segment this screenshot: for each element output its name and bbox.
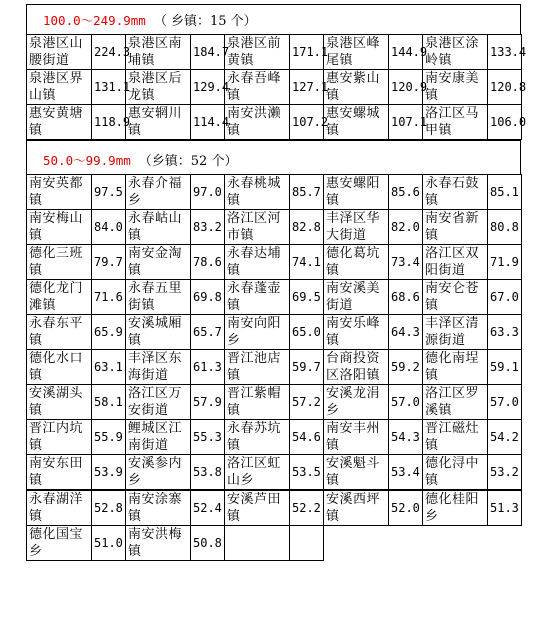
town-name: 丰泽区华大街道 bbox=[324, 210, 389, 245]
town-name: 晋江紫帽镇 bbox=[225, 385, 290, 420]
town-name: 安溪参内乡 bbox=[126, 455, 191, 491]
town-name: 德化龙门滩镇 bbox=[27, 280, 92, 315]
town-name: 南安乐峰镇 bbox=[324, 315, 389, 350]
town-name: 南安英都镇 bbox=[27, 175, 92, 210]
town-name: 德化水口镇 bbox=[27, 350, 92, 385]
town-name: 南安东田镇 bbox=[27, 455, 92, 491]
town-name: 永春苏坑镇 bbox=[225, 420, 290, 455]
rainfall-value: 97.5 bbox=[92, 175, 126, 210]
section1-header bbox=[26, 4, 521, 34]
rainfall-value: 57.2 bbox=[290, 385, 324, 420]
section2-header bbox=[26, 140, 521, 174]
rainfall-value: 65.0 bbox=[290, 315, 324, 350]
rainfall-value: 184.7 bbox=[191, 35, 225, 70]
rainfall-value: 54.2 bbox=[488, 420, 522, 455]
town-name: 泉港区后龙镇 bbox=[126, 70, 191, 105]
town-name: 南安康美镇 bbox=[423, 70, 488, 105]
town-name: 丰泽区清源街道 bbox=[423, 315, 488, 350]
blank-cell bbox=[389, 526, 423, 561]
rainfall-value: 83.2 bbox=[191, 210, 225, 245]
rainfall-value: 133.4 bbox=[488, 35, 522, 70]
rainfall-value: 51.0 bbox=[92, 526, 126, 561]
rainfall-value: 59.7 bbox=[290, 350, 324, 385]
rainfall-value: 171.1 bbox=[290, 35, 324, 70]
blank-cell bbox=[324, 526, 389, 561]
rainfall-value: 57.0 bbox=[488, 385, 522, 420]
rainfall-value: 71.9 bbox=[488, 245, 522, 280]
rainfall-value: 65.9 bbox=[92, 315, 126, 350]
town-name: 永春介福乡 bbox=[126, 175, 191, 210]
rainfall-value: 84.0 bbox=[92, 210, 126, 245]
town-name: 惠安黄塘镇 bbox=[27, 105, 92, 140]
town-name: 鲤城区江南街道 bbox=[126, 420, 191, 455]
town-name: 丰泽区东海街道 bbox=[126, 350, 191, 385]
section2-range: 50.0～99.9mm bbox=[43, 153, 131, 168]
town-name: 洛江区双阳街道 bbox=[423, 245, 488, 280]
rainfall-value: 54.3 bbox=[389, 420, 423, 455]
rainfall-value: 52.8 bbox=[92, 490, 126, 526]
town-name: 南安洪濑镇 bbox=[225, 105, 290, 140]
section2-count: （乡镇：52 个） bbox=[138, 154, 238, 169]
town-name: 德化国宝乡 bbox=[27, 526, 92, 561]
rainfall-value: 58.1 bbox=[92, 385, 126, 420]
rainfall-value: 107.1 bbox=[389, 105, 423, 140]
town-name: 安溪城厢镇 bbox=[126, 315, 191, 350]
table-row bbox=[27, 315, 522, 350]
rainfall-value: 114.4 bbox=[191, 105, 225, 140]
town-name: 泉港区峰尾镇 bbox=[324, 35, 389, 70]
town-name: 泉港区涂岭镇 bbox=[423, 35, 488, 70]
rainfall-value: 53.9 bbox=[92, 455, 126, 491]
section1-count: （ 乡镇：15 个） bbox=[153, 14, 257, 29]
rainfall-value: 74.1 bbox=[290, 245, 324, 280]
rainfall-value: 118.9 bbox=[92, 105, 126, 140]
rainfall-value: 144.9 bbox=[389, 35, 423, 70]
town-name: 洛江区万安街道 bbox=[126, 385, 191, 420]
empty-cell bbox=[290, 526, 324, 561]
rainfall-value: 80.8 bbox=[488, 210, 522, 245]
town-name: 台商投资区洛阳镇 bbox=[324, 350, 389, 385]
town-name: 南安溪美街道 bbox=[324, 280, 389, 315]
table-row bbox=[27, 105, 522, 140]
town-name: 德化桂阳乡 bbox=[423, 490, 488, 526]
town-name: 德化葛坑镇 bbox=[324, 245, 389, 280]
blank-cell bbox=[488, 526, 522, 561]
rainfall-value: 59.1 bbox=[488, 350, 522, 385]
rainfall-value: 55.3 bbox=[191, 420, 225, 455]
rainfall-value: 65.7 bbox=[191, 315, 225, 350]
town-name: 德化南埕镇 bbox=[423, 350, 488, 385]
town-name: 南安金淘镇 bbox=[126, 245, 191, 280]
rainfall-value: 63.3 bbox=[488, 315, 522, 350]
rainfall-value: 82.8 bbox=[290, 210, 324, 245]
rainfall-value: 64.3 bbox=[389, 315, 423, 350]
rainfall-value: 78.6 bbox=[191, 245, 225, 280]
rainfall-value: 120.9 bbox=[389, 70, 423, 105]
town-name: 泉港区山腰街道 bbox=[27, 35, 92, 70]
town-name: 永春湖洋镇 bbox=[27, 490, 92, 526]
town-name: 洛江区马甲镇 bbox=[423, 105, 488, 140]
town-name: 泉港区南埔镇 bbox=[126, 35, 191, 70]
rainfall-value: 52.0 bbox=[389, 490, 423, 526]
town-name: 永春岵山镇 bbox=[126, 210, 191, 245]
rainfall-value: 53.5 bbox=[290, 455, 324, 491]
rainfall-value: 69.5 bbox=[290, 280, 324, 315]
table-row bbox=[27, 245, 522, 280]
town-name: 惠安辋川镇 bbox=[126, 105, 191, 140]
rainfall-value: 120.8 bbox=[488, 70, 522, 105]
town-name: 晋江磁灶镇 bbox=[423, 420, 488, 455]
town-name: 德化浔中镇 bbox=[423, 455, 488, 491]
rainfall-value: 85.6 bbox=[389, 175, 423, 210]
town-name: 德化三班镇 bbox=[27, 245, 92, 280]
table-row bbox=[27, 455, 522, 491]
town-name: 永春桃城镇 bbox=[225, 175, 290, 210]
table-row bbox=[27, 420, 522, 455]
rainfall-value: 55.9 bbox=[92, 420, 126, 455]
town-name: 洛江区罗溪镇 bbox=[423, 385, 488, 420]
rainfall-value: 106.0 bbox=[488, 105, 522, 140]
rainfall-value: 127.1 bbox=[290, 70, 324, 105]
town-name: 南安梅山镇 bbox=[27, 210, 92, 245]
rainfall-value: 71.6 bbox=[92, 280, 126, 315]
rainfall-value: 52.2 bbox=[290, 490, 324, 526]
rainfall-value: 57.9 bbox=[191, 385, 225, 420]
town-name: 南安省新镇 bbox=[423, 210, 488, 245]
rainfall-value: 107.2 bbox=[290, 105, 324, 140]
rainfall-value: 79.7 bbox=[92, 245, 126, 280]
rainfall-value: 59.2 bbox=[389, 350, 423, 385]
town-name: 惠安紫山镇 bbox=[324, 70, 389, 105]
town-name: 南安洪梅镇 bbox=[126, 526, 191, 561]
table-row bbox=[27, 526, 522, 561]
rainfall-value: 54.6 bbox=[290, 420, 324, 455]
town-name: 安溪芦田镇 bbox=[225, 490, 290, 526]
rainfall-value: 85.7 bbox=[290, 175, 324, 210]
town-name: 永春五里街镇 bbox=[126, 280, 191, 315]
table-row bbox=[27, 385, 522, 420]
town-name: 安溪龙涓乡 bbox=[324, 385, 389, 420]
town-name: 永春达埔镇 bbox=[225, 245, 290, 280]
rainfall-value: 51.3 bbox=[488, 490, 522, 526]
town-name: 惠安螺城镇 bbox=[324, 105, 389, 140]
table-row bbox=[27, 70, 522, 105]
section1-range: 100.0～249.9mm bbox=[43, 13, 146, 28]
table-row bbox=[27, 350, 522, 385]
town-name: 洛江区虹山乡 bbox=[225, 455, 290, 491]
table-row bbox=[27, 490, 522, 526]
rainfall-value: 97.0 bbox=[191, 175, 225, 210]
rainfall-value: 129.4 bbox=[191, 70, 225, 105]
town-name: 洛江区河市镇 bbox=[225, 210, 290, 245]
rainfall-value: 53.8 bbox=[191, 455, 225, 491]
town-name: 泉港区界山镇 bbox=[27, 70, 92, 105]
rainfall-value: 53.2 bbox=[488, 455, 522, 491]
town-name: 安溪魁斗镇 bbox=[324, 455, 389, 491]
rainfall-value: 57.0 bbox=[389, 385, 423, 420]
town-name: 晋江池店镇 bbox=[225, 350, 290, 385]
town-name: 永春蓬壶镇 bbox=[225, 280, 290, 315]
rainfall-value: 67.0 bbox=[488, 280, 522, 315]
town-name: 南安向阳乡 bbox=[225, 315, 290, 350]
rainfall-value: 73.4 bbox=[389, 245, 423, 280]
blank-cell bbox=[423, 526, 488, 561]
town-name: 南安丰州镇 bbox=[324, 420, 389, 455]
town-name: 永春东平镇 bbox=[27, 315, 92, 350]
town-name: 永春石鼓镇 bbox=[423, 175, 488, 210]
rainfall-value: 82.0 bbox=[389, 210, 423, 245]
empty-cell bbox=[225, 526, 290, 561]
table-row bbox=[27, 210, 522, 245]
rainfall-value: 63.1 bbox=[92, 350, 126, 385]
town-name: 永春吾峰镇 bbox=[225, 70, 290, 105]
town-name: 南安涂寨镇 bbox=[126, 490, 191, 526]
town-name: 惠安螺阳镇 bbox=[324, 175, 389, 210]
section2-table bbox=[26, 174, 522, 561]
rainfall-value: 61.3 bbox=[191, 350, 225, 385]
table-row bbox=[27, 35, 522, 70]
rainfall-value: 53.4 bbox=[389, 455, 423, 491]
rainfall-value: 52.4 bbox=[191, 490, 225, 526]
rainfall-document bbox=[26, 4, 527, 561]
town-name: 南安仑苍镇 bbox=[423, 280, 488, 315]
rainfall-value: 85.1 bbox=[488, 175, 522, 210]
rainfall-value: 50.8 bbox=[191, 526, 225, 561]
rainfall-value: 69.8 bbox=[191, 280, 225, 315]
town-name: 晋江内坑镇 bbox=[27, 420, 92, 455]
rainfall-value: 224.3 bbox=[92, 35, 126, 70]
town-name: 泉港区前黄镇 bbox=[225, 35, 290, 70]
town-name: 安溪湖头镇 bbox=[27, 385, 92, 420]
table-row bbox=[27, 280, 522, 315]
table-row bbox=[27, 175, 522, 210]
town-name: 安溪西坪镇 bbox=[324, 490, 389, 526]
rainfall-value: 131.1 bbox=[92, 70, 126, 105]
section1-table bbox=[26, 34, 527, 140]
rainfall-value: 68.6 bbox=[389, 280, 423, 315]
